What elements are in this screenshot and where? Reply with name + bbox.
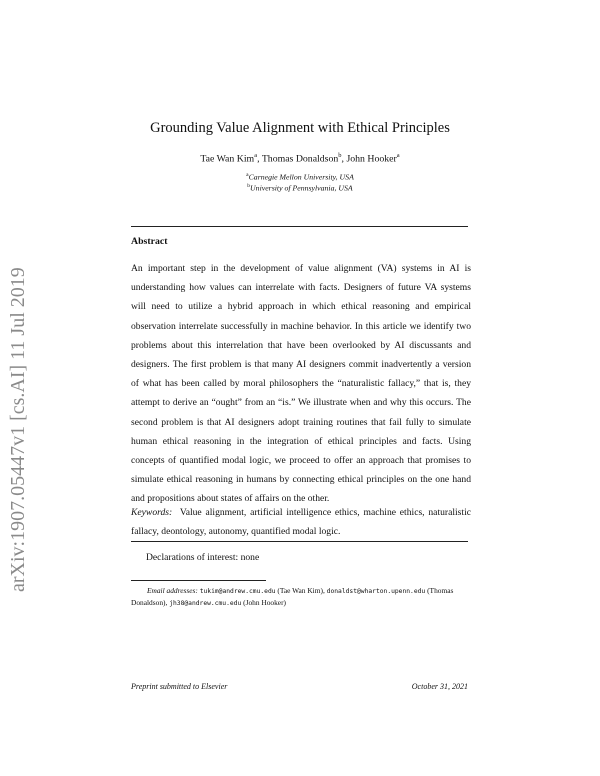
abstract-bottom-rule	[131, 541, 468, 542]
email-link[interactable]: donaldst@wharton.upenn.edu	[326, 588, 426, 595]
affiliation-mark: a	[246, 172, 249, 178]
footnote-rule	[131, 580, 266, 581]
footnote-label: Email addresses:	[147, 586, 198, 595]
author-mark: b	[338, 152, 342, 159]
affiliation	[0, 172, 600, 182]
author-separator: ,	[341, 153, 347, 165]
abstract-top-rule	[131, 226, 468, 227]
keywords-text: Value alignment, artificial intelligence ethics, machine ethics, naturalistic fallacy, deontology, autonomy, quantified modal logic.	[131, 507, 472, 538]
author-mark: a	[396, 152, 400, 159]
author-name: John Hooker	[346, 153, 397, 165]
affiliation-text: Carnegie Mellon University, USA	[248, 172, 354, 182]
author-list	[0, 152, 600, 164]
email-person: (Tae Wan Kim)	[277, 586, 323, 595]
abstract-body: An important step in the development of value alignment (VA) systems in AI is understanding how values can interrelate with facts. Designers of future VA systems will need to utilize a hybrid approach in which ethical reasoning and empirical observation interrelate successfully in machine behavior. In this article we identify two problems about this interrelation that have been overlooked by AI discussants and designers. The first problem is that many AI designers commit inadvertently a version of what has been called by moral philosophers the “naturalistic fallacy,” that is, they attempt to derive an “ought” from an “is.” We illustrate when and why this occurs. The second problem is that AI designers adopt training routines that fail fully to simulate human ethical reasoning in the integration of ethical principles and facts. Using concepts of quantified modal logic, we proceed to offer an approach that promises to simulate ethical reasoning in humans by connecting ethical principles on the one hand and propositions about states of affairs on the other.	[131, 263, 471, 505]
affiliation-text: University of Pennsylvania, USA	[250, 183, 353, 193]
keywords	[131, 503, 471, 541]
footer-date: October 31, 2021	[411, 682, 468, 691]
affiliation-mark: b	[247, 183, 251, 189]
affiliation	[0, 183, 600, 193]
declarations: Declarations of interest: none	[146, 552, 260, 563]
email-link[interactable]: tukim@andrew.cmu.edu	[199, 588, 276, 595]
author-name: Thomas Donaldson	[261, 153, 339, 165]
email-link[interactable]: jh38@andrew.cmu.edu	[169, 600, 242, 607]
email-footnote: Email addresses: tukim@andrew.cmu.edu (Tae Wan Kim), donaldst@wharton.upenn.edu (Thomas Donaldson), jh38@andrew.cmu.edu (John Hooker)	[131, 586, 454, 607]
author-mark: a	[254, 152, 258, 159]
footer-preprint-note: Preprint submitted to Elsevier	[131, 682, 228, 691]
email-person: (John Hooker)	[243, 598, 287, 607]
paper-title: Grounding Value Alignment with Ethical Principles	[150, 120, 450, 136]
author-separator: ,	[257, 153, 262, 165]
abstract-heading: Abstract	[131, 236, 168, 247]
email-person: (Thomas Donaldson)	[131, 586, 454, 607]
keywords-label: Keywords:	[131, 507, 173, 518]
author-name: Tae Wan Kim	[200, 153, 255, 165]
arxiv-identifier: arXiv:1907.05447v1 [cs.AI] 11 Jul 2019	[7, 267, 29, 592]
